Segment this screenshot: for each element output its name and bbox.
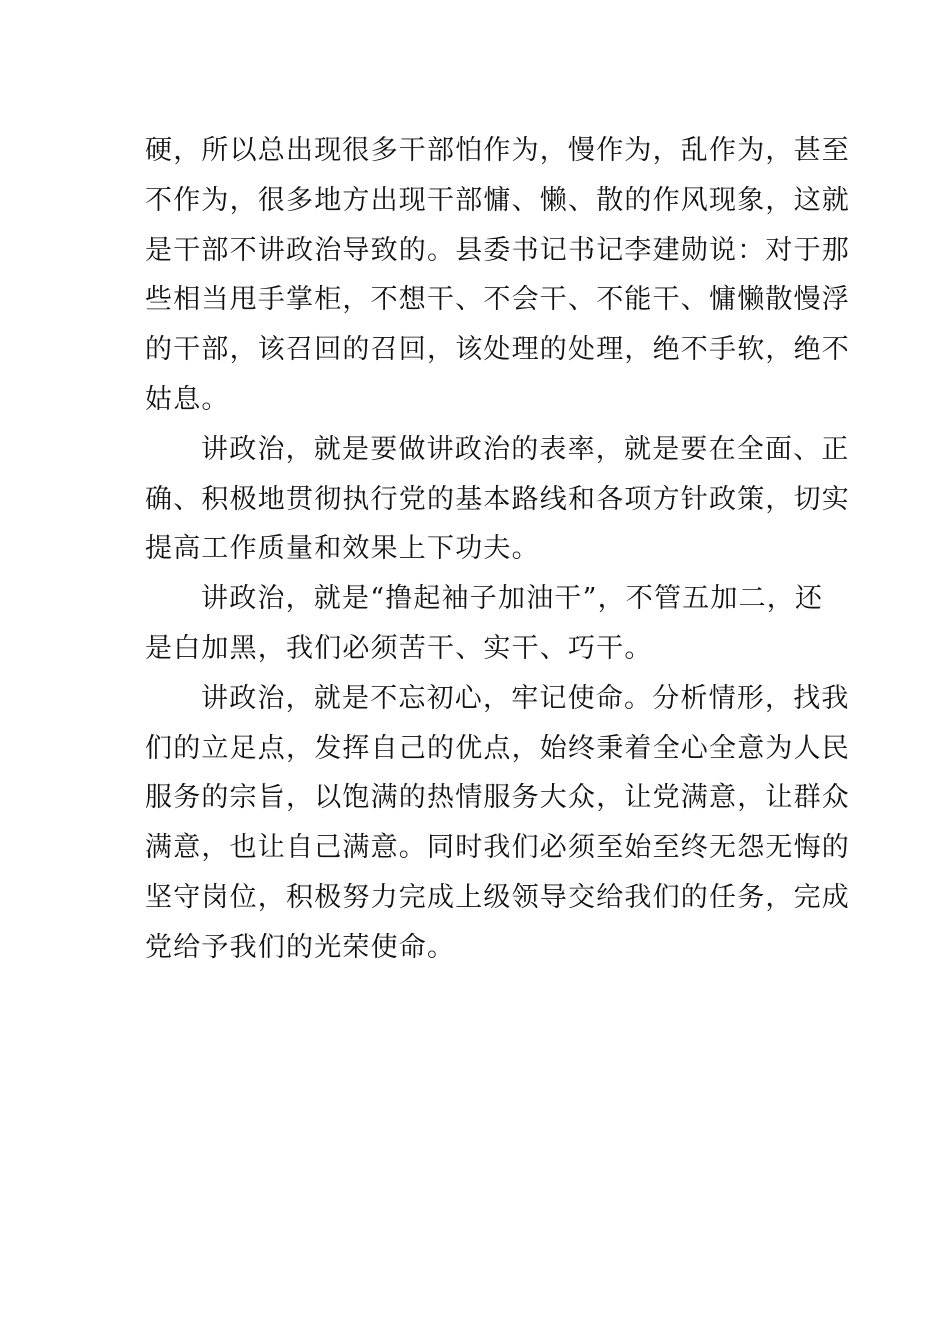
paragraph-political-example: [145, 425, 850, 574]
text-line: 确、积极地贯彻执行党的基本路线和各项方针政策，切实: [145, 483, 850, 515]
document-body: [145, 126, 850, 973]
text-line: 坚守岗位，积极努力完成上级领导交给我们的任务，完成: [145, 881, 850, 913]
text-line: 党给予我们的光荣使命。: [145, 931, 456, 963]
text-line: 讲政治，就是要做讲政治的表率，就是要在全面、正: [201, 433, 850, 465]
paragraph-continued: [145, 126, 850, 425]
paragraph-roll-up-sleeves: [145, 574, 824, 674]
text-line: 是白加黑，我们必须苦干、实干、巧干。: [145, 632, 653, 664]
text-line: 们的立足点，发挥自己的优点，始终秉着全心全意为人民: [145, 732, 850, 764]
text-line: 讲政治，就是不忘初心，牢记使命。分析情形，找我: [201, 682, 850, 714]
text-line: 服务的宗旨，以饱满的热情服务大众，让党满意，让群众: [145, 782, 850, 814]
text-line: 讲政治，就是“撸起袖子加油干”，不管五加二，还: [201, 583, 824, 615]
text-line: 姑息。: [145, 383, 230, 415]
paragraph-original-mission: [145, 674, 850, 973]
text-line: 不作为，很多地方出现干部慵、懒、散的作风现象，这就: [145, 184, 850, 216]
text-line: 些相当甩手掌柜，不想干、不会干、不能干、慵懒散慢浮: [145, 284, 850, 316]
text-line: 是干部不讲政治导致的。县委书记书记李建勋说：对于那: [145, 234, 850, 266]
text-line: 硬，所以总出现很多干部怕作为，慢作为，乱作为，甚至: [145, 135, 850, 166]
text-line: 的干部，该召回的召回，该处理的处理，绝不手软，绝不: [145, 334, 850, 366]
text-line: 提高工作质量和效果上下功夫。: [145, 533, 540, 565]
text-line: 满意，也让自己满意。同时我们必须至始至终无怨无悔的: [145, 832, 850, 864]
